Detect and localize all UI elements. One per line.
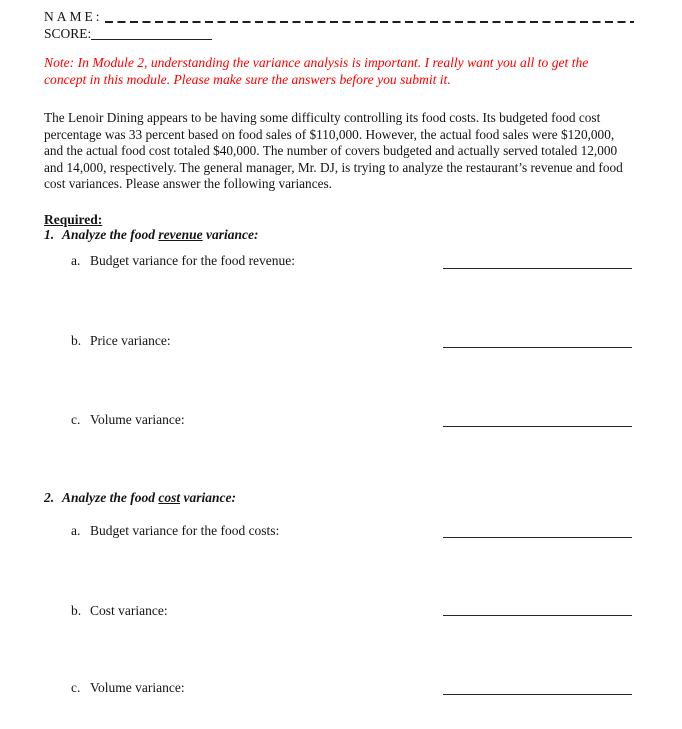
question-2-number: 2. [44,490,55,505]
question-item-2c [71,680,185,696]
question-1-title-prefix: Analyze the food [62,227,159,242]
item-letter-1a: a. [71,253,81,268]
answer-blank-1c[interactable] [443,426,632,427]
question-1-title [44,227,258,243]
item-label-2c: Volume variance: [90,680,185,695]
intro-paragraph: The Lenoir Dining appears to be having some difficulty controlling its food costs. Its budgeted food cost percentage was 33 percent based on food sales of $110,000. However, the actual food sales were $120,000, and the actual food cost totaled $40,000. The number of covers budgeted and actually served totaled 12,000 and 14,000, respectively. The general manager, Mr. DJ, is trying to analyze the restaurant’s revenue and food cost variances. Please answer the following variances. [44,110,623,192]
answer-blank-1a[interactable] [443,268,632,269]
question-1-title-underlined: revenue [158,227,203,242]
name-row [44,9,634,25]
score-label: SCORE: [44,26,92,41]
instructor-note: Note: In Module 2, understanding the variance analysis is important. I really want you all to get the concept in this module. Please make sure the answers before you submit it. [44,55,589,87]
item-label-1b: Price variance: [90,333,171,348]
question-2-title-suffix: variance: [180,490,236,505]
question-item-1b [71,333,171,349]
answer-blank-1b[interactable] [443,347,632,348]
question-2-title-prefix: Analyze the food [62,490,159,505]
item-letter-1b: b. [71,333,82,348]
score-blank-line[interactable] [91,39,212,40]
item-label-1c: Volume variance: [90,412,185,427]
question-item-1c [71,412,185,428]
required-heading: Required: [44,212,103,227]
answer-blank-2c[interactable] [443,694,632,695]
score-row [44,26,212,42]
question-item-2a [71,523,279,539]
question-2-title [44,490,236,506]
item-label-1a: Budget variance for the food revenue: [90,253,296,268]
question-1-title-suffix: variance: [202,227,259,242]
item-letter-2c: c. [71,680,81,695]
question-2-title-underlined: cost [158,490,181,505]
item-label-2a: Budget variance for the food costs: [90,523,280,538]
item-letter-1c: c. [71,412,81,427]
name-blank-line[interactable] [105,21,635,23]
answer-blank-2b[interactable] [443,615,632,616]
answer-blank-2a[interactable] [443,537,632,538]
item-letter-2b: b. [71,603,82,618]
name-label: NAME: [44,9,103,24]
question-item-1a [71,253,295,269]
item-letter-2a: a. [71,523,81,538]
question-1-number: 1. [44,227,55,242]
item-label-2b: Cost variance: [90,603,168,618]
question-item-2b [71,603,168,619]
